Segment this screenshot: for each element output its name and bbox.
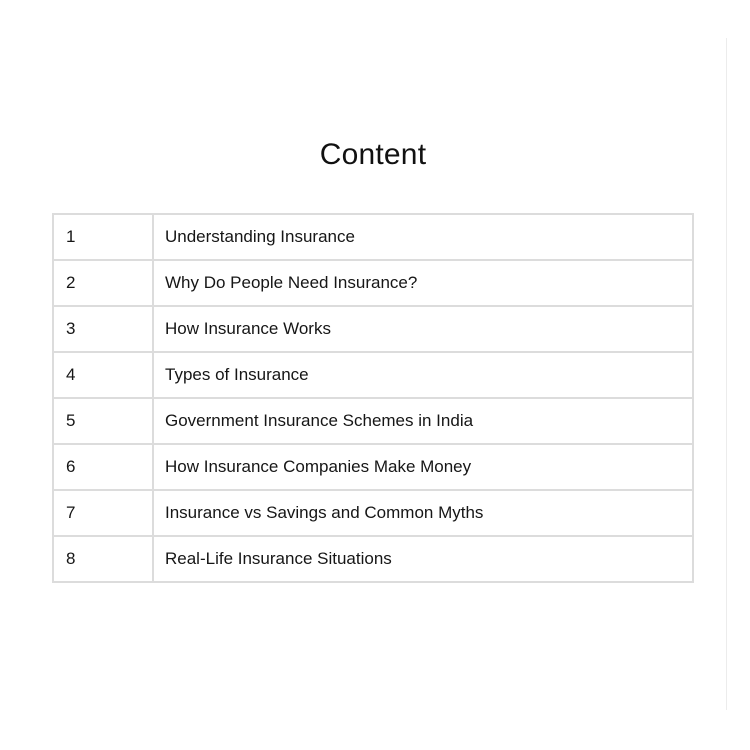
toc-row-title: Insurance vs Savings and Common Myths bbox=[153, 490, 693, 536]
toc-row-title: How Insurance Works bbox=[153, 306, 693, 352]
toc-row[interactable] bbox=[53, 444, 693, 490]
toc-row-title: How Insurance Companies Make Money bbox=[153, 444, 693, 490]
toc-row[interactable] bbox=[53, 260, 693, 306]
toc-row-number: 3 bbox=[53, 306, 153, 352]
toc-row-title: Why Do People Need Insurance? bbox=[153, 260, 693, 306]
toc-row[interactable] bbox=[53, 490, 693, 536]
toc-row-number: 5 bbox=[53, 398, 153, 444]
toc-row-number: 1 bbox=[53, 214, 153, 260]
page-title: Content bbox=[319, 138, 427, 172]
toc-row-number: 8 bbox=[53, 536, 153, 582]
table-of-contents bbox=[52, 213, 694, 583]
toc-row-title: Real-Life Insurance Situations bbox=[153, 536, 693, 582]
toc-row[interactable] bbox=[53, 306, 693, 352]
toc-row-number: 7 bbox=[53, 490, 153, 536]
toc-row[interactable] bbox=[53, 214, 693, 260]
toc-row[interactable] bbox=[53, 398, 693, 444]
toc-row-number: 4 bbox=[53, 352, 153, 398]
toc-row-title: Government Insurance Schemes in India bbox=[153, 398, 693, 444]
toc-row-number: 6 bbox=[53, 444, 153, 490]
toc-row[interactable] bbox=[53, 352, 693, 398]
toc-row-number: 2 bbox=[53, 260, 153, 306]
toc-row-title: Types of Insurance bbox=[153, 352, 693, 398]
toc-row[interactable] bbox=[53, 536, 693, 582]
toc-row-title: Understanding Insurance bbox=[153, 214, 693, 260]
